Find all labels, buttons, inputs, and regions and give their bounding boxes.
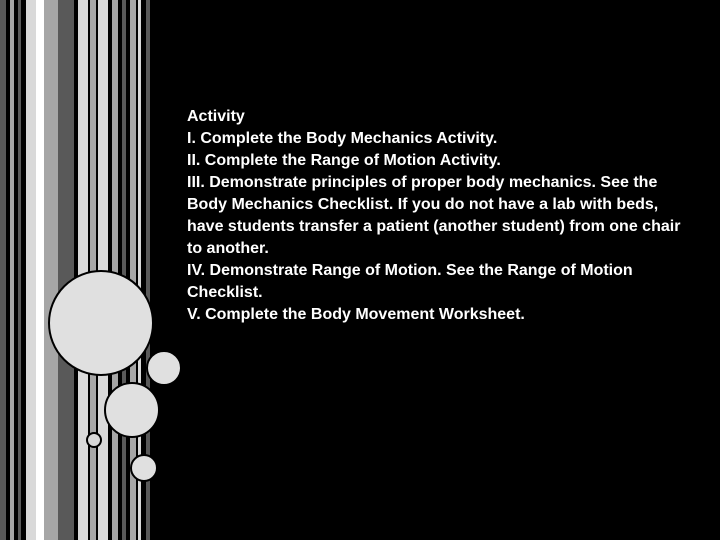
activity-item-2: II. Complete the Range of Motion Activity. (187, 152, 501, 169)
decorative-circle-medium (146, 350, 182, 386)
stripe-11 (112, 0, 118, 540)
decorative-circle-medium-2 (104, 382, 160, 438)
stripe-6 (44, 0, 58, 540)
stripe-5 (36, 0, 44, 540)
slide-content (187, 106, 687, 326)
decorative-circle-small (130, 454, 158, 482)
activity-item-3: III. Demonstrate principles of proper body mechanics. See the Body Mechanics Checklist. If you do not have a lab with beds, have students transfer a patient (another student) from one chair to another. (187, 174, 681, 257)
decorative-circle-large (48, 270, 154, 376)
activity-item-1: I. Complete the Body Mechanics Activity. (187, 130, 498, 147)
stripe-12 (122, 0, 126, 540)
activity-item-4: IV. Demonstrate Range of Motion. See the Range of Motion Checklist. (187, 262, 633, 301)
decorative-circle-tiny (86, 432, 102, 448)
stripe-8 (78, 0, 88, 540)
activity-item-5: V. Complete the Body Movement Worksheet. (187, 306, 525, 323)
stripe-2 (10, 0, 14, 540)
activity-heading: Activity (187, 108, 245, 125)
stripe-7 (58, 0, 74, 540)
stripe-3 (18, 0, 21, 540)
stripe-4 (26, 0, 36, 540)
stripe-1 (0, 0, 6, 540)
